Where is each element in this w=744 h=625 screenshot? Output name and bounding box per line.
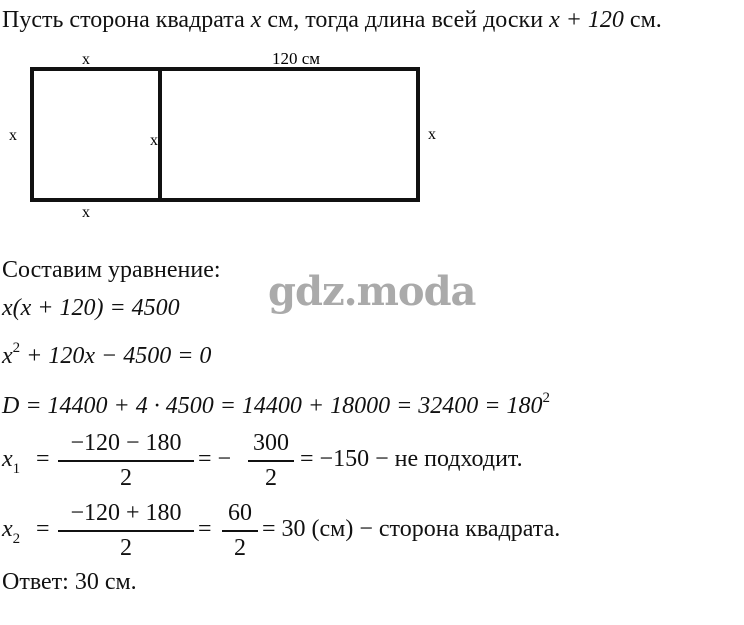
x2-numerator-2: 60 bbox=[228, 500, 252, 526]
label-right-side: x bbox=[428, 126, 436, 143]
label-middle-side: x bbox=[150, 132, 158, 149]
x1-fraction-bar bbox=[58, 460, 194, 462]
equation-2-var: x bbox=[2, 343, 13, 369]
x2-denominator: 2 bbox=[120, 535, 132, 561]
x1-denominator-2: 2 bbox=[265, 465, 277, 491]
board-diagram bbox=[0, 44, 470, 224]
x2-label bbox=[2, 515, 21, 547]
x2-sub: 2 bbox=[12, 531, 21, 547]
equation-1: x(x + 120) = 4500 bbox=[2, 295, 180, 321]
x1-numerator: −120 − 180 bbox=[70, 430, 182, 456]
x2-denominator-2: 2 bbox=[234, 535, 246, 561]
equation-2 bbox=[2, 342, 211, 370]
x1-label bbox=[2, 445, 21, 477]
intro-text-a: Пусть сторона квадрата bbox=[2, 7, 251, 33]
x1-eq2: = − bbox=[198, 446, 232, 472]
intro-var-x: x bbox=[250, 7, 262, 33]
discriminant-power: 2 bbox=[542, 390, 551, 406]
intro-line bbox=[2, 6, 662, 34]
label-top-square: x bbox=[82, 51, 90, 68]
discriminant-expr: D = 14400 + 4 · 4500 = 14400 + 18000 = 32400 = 180 bbox=[2, 393, 543, 419]
x1-sub: 1 bbox=[12, 461, 21, 477]
watermark: gdz.moda bbox=[268, 268, 476, 315]
x1-result: = −150 − не подходит. bbox=[300, 446, 523, 472]
x2-fraction-bar-2 bbox=[222, 530, 258, 532]
equation-2-power: 2 bbox=[12, 340, 21, 356]
x2-fraction-bar bbox=[58, 530, 194, 532]
x1-eq: = bbox=[36, 446, 50, 472]
x1-denominator: 2 bbox=[120, 465, 132, 491]
discriminant-line bbox=[2, 392, 550, 420]
intro-text-b: см, тогда длина всей доски bbox=[261, 7, 550, 33]
x1-fraction-bar-2 bbox=[248, 460, 294, 462]
x1-numerator-2: 300 bbox=[253, 430, 289, 456]
x1-fraction-2 bbox=[248, 429, 294, 492]
board-outline bbox=[32, 69, 418, 200]
x2-fraction-2 bbox=[222, 499, 258, 562]
label-left-side: x bbox=[9, 127, 17, 144]
x1-var: x bbox=[2, 446, 13, 472]
equation-2-rest: + 120x − 4500 = 0 bbox=[20, 343, 212, 369]
x2-result: = 30 (см) − сторона квадрата. bbox=[262, 516, 561, 542]
x2-eq: = bbox=[36, 516, 50, 542]
x2-numerator: −120 + 180 bbox=[70, 500, 182, 526]
intro-expr: x + 120 bbox=[549, 7, 624, 33]
intro-text-c: см. bbox=[623, 7, 662, 33]
label-bottom-square: x bbox=[82, 204, 90, 221]
label-top-extra: 120 см bbox=[271, 49, 321, 68]
x1-fraction bbox=[58, 429, 194, 492]
x2-eq2: = bbox=[198, 516, 212, 542]
answer-line: Ответ: 30 см. bbox=[2, 569, 137, 595]
solution-heading: Составим уравнение: bbox=[2, 257, 221, 283]
x2-var: x bbox=[2, 516, 13, 542]
x2-fraction bbox=[58, 499, 194, 562]
